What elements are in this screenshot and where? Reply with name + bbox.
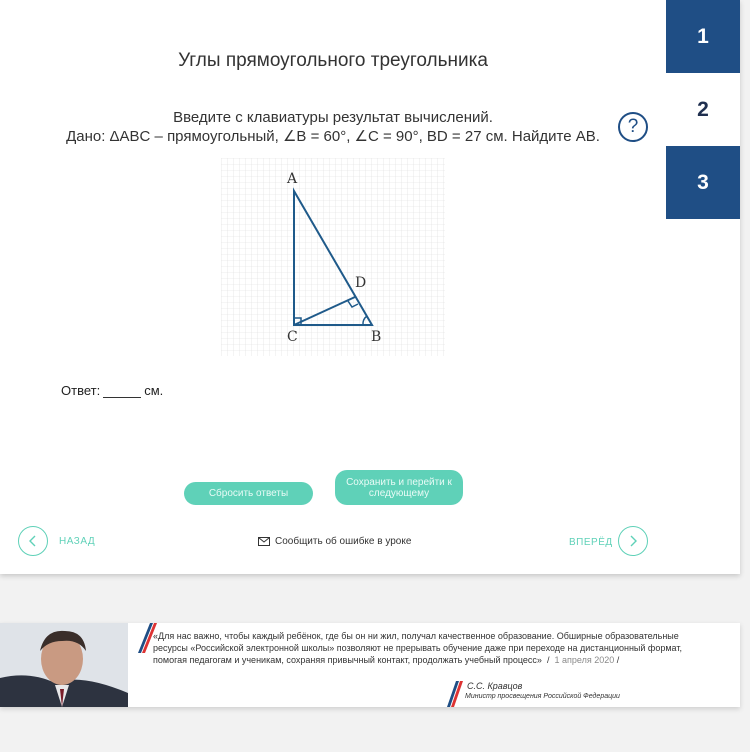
tab-task-3[interactable]: 3 <box>666 146 740 219</box>
task-given: Дано: ΔABC – прямоугольный, ∠B = 60°, ∠C = 90°, BD = 27 см. Найдите AB. <box>66 128 600 145</box>
back-label[interactable]: НАЗАД <box>59 536 96 547</box>
minister-quote: «Для нас важно, чтобы каждый ребёнок, где бы он ни жил, получал качественное образование. Обширные образовательные ресурсы «Российской электронной школы» позволяют не прерывать обучение даже при переходе на дистанционный формат, помогая педагогам и ученикам, сохраняя привычный контакт, продолжать учебный процесс» / 1 апреля 2020 / <box>153 631 682 665</box>
save-next-button[interactable]: Сохранить и перейти к следующему <box>335 470 463 505</box>
chevron-left-icon <box>27 534 39 548</box>
next-label[interactable]: ВПЕРЁД <box>569 537 613 548</box>
tab-task-1[interactable]: 1 <box>666 0 740 73</box>
task-text <box>0 108 666 146</box>
answer-input[interactable] <box>103 380 141 398</box>
minister-photo <box>0 623 128 707</box>
label-b: B <box>371 329 382 345</box>
tab-task-2[interactable]: 2 <box>666 73 740 146</box>
quote-author: С.С. Кравцов <box>467 681 523 691</box>
label-c: C <box>287 329 298 345</box>
task-tabs <box>666 0 740 219</box>
help-button[interactable] <box>618 112 648 142</box>
chevron-right-icon <box>627 534 639 548</box>
answer-row <box>61 380 163 398</box>
envelope-icon <box>258 537 270 546</box>
answer-prefix: Ответ: <box>61 383 101 398</box>
lesson-title: Углы прямоугольного треугольника <box>178 50 488 71</box>
help-icon: ? <box>627 116 639 137</box>
quote-text: «Для нас важно, чтобы каждый ребёнок, где бы он ни жил, получал качественное образование. Обширные образовательные ресурсы «Российской электронной школы» позволяют не прерывать обучение даже при переходе на дистанционный формат, помогая педагогам и ученикам, сохраняя привычный контакт, продолжать учебный процесс» <box>153 631 682 665</box>
quote-date: 1 апреля 2020 <box>554 655 615 665</box>
triangle-figure <box>221 158 445 356</box>
tricolor-stripe-bottom <box>446 681 466 707</box>
label-a: A <box>287 171 298 187</box>
report-error-label: Сообщить об ошибке в уроке <box>275 536 412 547</box>
triangle-diagram <box>221 158 445 356</box>
quote-author-role: Министр просвещения Российской Федерации <box>465 693 620 700</box>
back-button[interactable] <box>18 526 48 556</box>
reset-answers-button[interactable]: Сбросить ответы <box>184 482 313 505</box>
next-button[interactable] <box>618 526 648 556</box>
report-error-link[interactable] <box>258 536 411 547</box>
minister-quote-banner <box>0 623 740 707</box>
label-d: D <box>355 275 367 291</box>
task-instruction: Введите с клавиатуры результат вычислений. <box>173 109 493 126</box>
answer-unit: см. <box>144 383 164 398</box>
